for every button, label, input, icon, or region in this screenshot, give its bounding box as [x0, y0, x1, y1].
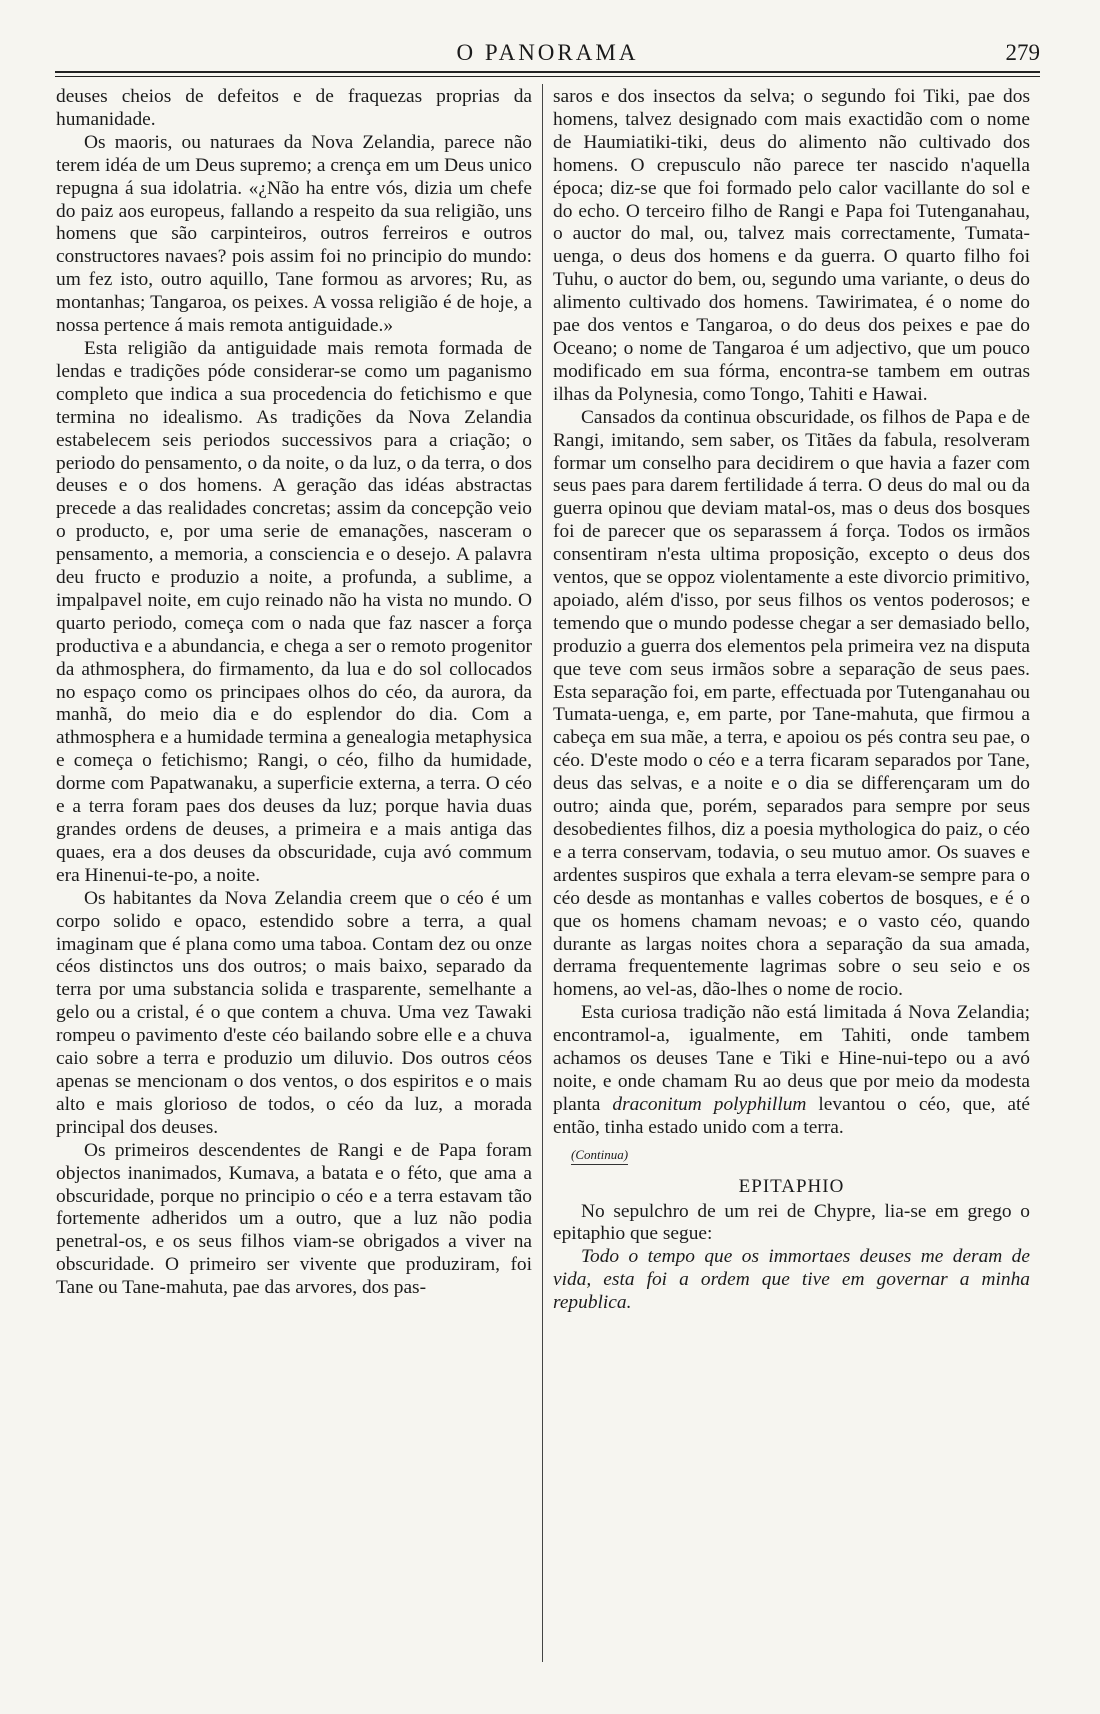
plant-name: draconitum polyphillum	[612, 1093, 807, 1115]
epitaph-text: Todo o tempo que os immortaes deuses me deram de vida, esta foi a ordem que tive em governar a minha republica.	[553, 1246, 1030, 1314]
paragraph: Esta religião da antiguidade mais remota formada de lendas e tradições póde considerar-se como um paganismo completo que indica a sua procedencia do fetichismo e que termina no idealismo. As tradições da Nova Zelandia estabelecem seis periodos successivos para a criação; o periodo do pensamento, o da noite, o da luz, o da terra, o dos deuses e o dos homens. A geração das idéas abstractas precede a das realidades concretas; assim da concepção veio o producto, e, por uma serie de emanações, nasceram o pensamento, a memoria, a consciencia e o desejo. A palavra deu fructo e produzio a noite, a profunda, a sublime, a impalpavel noite, em cujo reinado não ha vista no mundo. O quarto periodo, começa com o nada que faz nascer a força productiva e a abundancia, e chega a ser o remoto progenitor da athmosphera, do firmamento, da lua e do sol collocados no espaço como os principaes olhos do céo, da aurora, da manhã, do meio dia e do esplendor do dia. Com a athmosphera e a humidade termina a genealogia metaphysica e começa o fetichismo; Rangi, o céo, filho da humidade, dorme com Papatwanaku, a superficie externa, a terra. O céo e a terra foram paes dos deuses da luz; porque havia duas grandes ordens de deuses, a primeira e a mais antiga das quaes, era a dos deuses da obscuridade, cuja avó commum era Hinenui-te-po, a noite.	[56, 337, 532, 886]
paragraph: Cansados da continua obscuridade, os filhos de Papa e de Rangi, imitando, sem saber, os Titães da fabula, resolveram formar um conselho para decidirem o que havia a fazer com seus paes para darem fertilidade á terra. O deus do mal ou da guerra opinou que deviam matal-os, mas o deus dos bosques foi de parecer que os separassem á força. Todos os irmãos consentiram n'esta ultima proposição, excepto o deus dos ventos, que se oppoz violentamente a este divorcio primitivo, apoiado, além d'isso, por seus filhos os ventos poderosos; e temendo que o mundo podesse chegar a ser demasiado bello, produzio a guerra dos elementos pela primeira vez na disputa que teve com seus irmãos sobre a separação de seus paes. Esta separação foi, em parte, effectuada por Tutenganahau ou Tumata-uenga, e, em parte, por Tane-mahuta, que firmou a cabeça em sua mãe, a terra, e apoiou os pés contra seu pae, o céo. D'este modo o céo e a terra ficaram separados por Tane, deus das selvas, e a noite e o dia se differençaram um do outro; ainda que, porém, separados para sempre por seus desobedientes filhos, diz a poesia mythologica do paiz, o céo e a terra conservam, todavia, o seu mutuo amor. Os suaves e ardentes suspiros que exhala a terra elevam-se sempre para o céo desde as montanhas e valles cobertos de bosques, e é o que os homens chamam nevoas; e o vasto céo, quando durante as largas noites chora a separação da sua amada, derrama frequentemente lagrimas sobre o seu seio e os homens, ao vel-as, dão-lhes o nome de rocio.	[553, 406, 1030, 1001]
page-number: 279	[1005, 40, 1040, 65]
header-rule-thick	[55, 71, 1040, 73]
paragraph-text: Esta curiosa tradição não está limitada á Nova Zelandia; encontramol-a, igualmente, em Tahiti, onde tambem achamos os deuses Tane e Tiki e Hine-nui-tepo ou a avó noite, e onde chamam Ru ao deus que por meio da modesta planta	[553, 1002, 1030, 1115]
left-column	[56, 86, 532, 1300]
paragraph: Os habitantes da Nova Zelandia creem que o céo é um corpo solido e opaco, estendido sobre a terra, a qual imaginam que é plana como uma taboa. Contam dez ou onze céos distinctos uns dos outros; o mais baixo, separado da terra por uma substancia solida e trasparente, semelhante a gelo ou a cristal, é o que contem a chuva. Uma vez Tawaki rompeu o pavimento d'este céo bailando sobre elle e a chuva caio sobre a terra e produzio um diluvio. Dos outros céos apenas se mencionam o dos ventos, o dos espiritos e o mais alto e mais glorioso de todos, o céo da luz, a morada principal dos deuses.	[56, 887, 532, 1138]
paragraph: Os primeiros descendentes de Rangi e de Papa foram objectos inanimados, Kumava, a batata e o féto, que ama a obscuridade, porque no principio o céo e a terra estavam tão fortemente adheridos um a outro, que a luz não podia penetral-os, e os seus filhos viam-se obrigados a viver na obscuridade. O primeiro ser vivente que produziram, foi Tane ou Tane-mahuta, pae das arvores, dos pas-	[56, 1139, 532, 1299]
journal-title: O PANORAMA	[456, 40, 639, 65]
epitaph-intro: No sepulchro de um rei de Chypre, lia-se em grego o epitaphio que segue:	[553, 1200, 1030, 1245]
paragraph: deuses cheios de defeitos e de fraquezas proprias da humanidade.	[56, 86, 532, 130]
paragraph-text: levantou o céo, que, até então, tinha estado unido com a terra.	[553, 1093, 1031, 1138]
paragraph: Os maoris, ou naturaes da Nova Zelandia, parece não terem idéa de um Deus supremo; a crença em um Deus unico repugna á sua idolatria. «¿Não ha entre vós, dizia um chefe do paiz aos europeus, fallando a respeito da sua religião, uns homens que são carpinteiros, outros ferreiros e outros constructores navaes? pois assim foi no principio do mundo: um fez isto, outro aquillo, Tane formou as arvores; Ru, as montanhas; Tangaroa, os peixes. A vossa religião é de hoje, a nossa pertence á mais remota antiguidade.»	[56, 131, 532, 337]
right-column	[553, 86, 1030, 1315]
epitaph-title: EPITAPHIO	[738, 1175, 845, 1197]
column-divider	[542, 84, 543, 1662]
header-rule-thin	[55, 76, 1040, 77]
continua-note: (Continua)	[571, 1146, 628, 1165]
page-header	[55, 38, 1040, 66]
paragraph	[553, 1002, 1030, 1139]
paragraph: saros e dos insectos da selva; o segundo foi Tiki, pae dos homens, talvez designado com mais exactidão com o nome de Haumiatiki-tiki, deus do alimento não cultivado dos homens. O crepusculo não parece ter nascido n'aquella época; diz-se que foi formado pelo calor vacillante do sol e do echo. O terceiro filho de Rangi e Papa foi Tutenganahau, o auctor do mal, ou, talvez mais correctamente, Tumata-uenga, o deus dos homens e da guerra. O quarto filho foi Tuhu, o auctor do bem, ou, segundo uma variante, o deus do alimento cultivado dos homens. Tawirimatea, é o nome do pae dos ventos e Tangaroa, o do deus dos peixes e pae do Oceano; o nome de Tangaroa é um adjectivo, que um pouco modificado em sua fórma, encontra-se tambem em outras ilhas da Polynesia, como Tongo, Tahiti e Hawai.	[553, 86, 1030, 405]
